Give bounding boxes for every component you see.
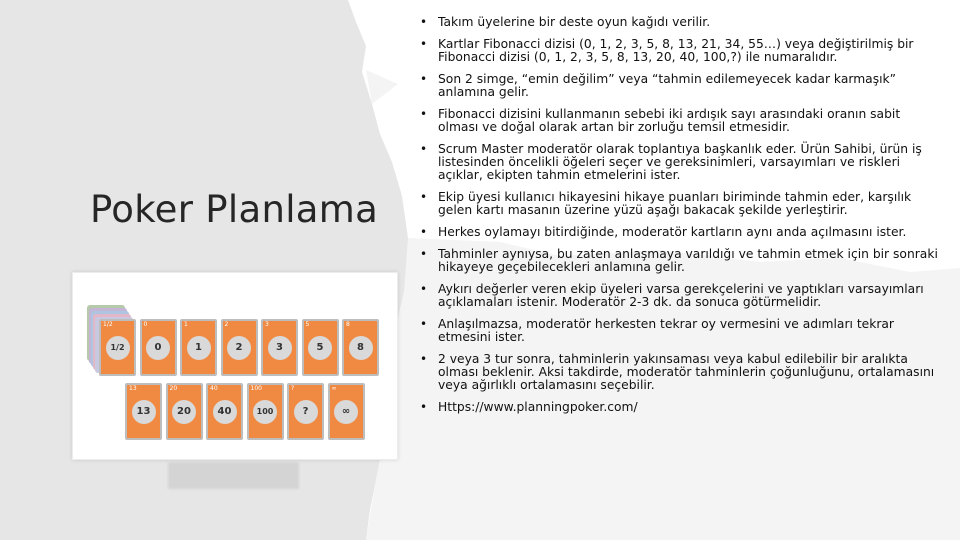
bullet-item [420,401,940,414]
bullet-dot-icon: • [420,190,428,204]
bullet-item [420,353,940,392]
card-value: 1 [187,336,211,360]
bullet-text: Takım üyelerine bir deste oyun kağıdı verilir. [438,15,711,29]
bullet-text: 2 veya 3 tur sonra, tahminlerin yakınsaması veya kabul edilebilir bir aralıkta olması beklenir. Aksi takdirde, moderatör tahminlerin çoğunluğunu, ortalamasını veya ağırlıklı ortalamasını seçebilir. [438,352,935,392]
bullet-text: Ekip üyesi kullanıcı hikayesini hikaye puanları biriminde tahmin eder, karşılık gelen kartı masanın üzerine yüzü aşağı bakacak şekilde yerleştirir. [438,190,912,217]
planning-card [302,319,339,376]
planning-card [221,319,258,376]
card-corner-label: 2 [224,321,229,328]
bullet-item [420,318,940,344]
bullet-dot-icon: • [420,352,428,366]
bullet-list [420,16,940,423]
bullet-text: Https://www.planningpoker.com/ [438,400,638,414]
bullet-dot-icon: • [420,72,428,86]
card-corner-label: 1/2 [103,321,113,328]
bullet-item [420,38,940,64]
card-corner-label: 5 [305,321,310,328]
bullet-dot-icon: • [420,107,428,121]
card-value: 8 [349,336,373,360]
bullet-dot-icon: • [420,142,428,156]
bullet-item [420,16,940,29]
card-corner-label: 1 [184,321,188,328]
planning-card [328,383,365,440]
bullet-text: Kartlar Fibonacci dizisi (0, 1, 2, 3, 5, 8, 13, 21, 34, 55…) veya değiştirilmiş bir Fibonacci dizisi (0, 1, 2, 3, 5, 8, 13, 20, 40, 100,?) ile numaralıdır. [438,37,914,64]
slide-title: Poker Planlama [90,188,379,231]
bullet-text: Son 2 simge, “emin değilim” veya “tahmin edilemeyecek kadar karmaşık” anlamına gelir. [438,72,897,99]
planning-card [342,319,379,376]
bullet-item [420,248,940,274]
planning-card [287,383,324,440]
card-value: 100 [253,400,277,424]
bullet-dot-icon: • [420,400,428,414]
planning-card [140,319,177,376]
planning-card [166,383,203,440]
bullet-item [420,226,940,239]
planning-card [180,319,217,376]
planning-card [206,383,243,440]
card-value: 2 [227,336,251,360]
planning-card [261,319,298,376]
bullet-dot-icon: • [420,317,428,331]
bullet-item [420,73,940,99]
card-corner-label: ? [291,385,295,392]
card-value: 40 [213,400,237,424]
card-value: 0 [146,336,170,360]
card-corner-label: 0 [143,321,148,328]
planning-poker-cards-image [72,272,398,460]
card-corner-label: 100 [250,385,262,392]
card-corner-label: 3 [265,321,269,328]
bullet-item [420,283,940,309]
card-value: 5 [308,336,332,360]
planning-card [99,319,136,376]
card-value: 1/2 [106,336,130,360]
bullet-dot-icon: • [420,282,428,296]
card-value: 20 [172,400,196,424]
planning-card [125,383,162,440]
bullet-text: Anlaşılmazsa, moderatör herkesten tekrar oy vermesini ve adımları tekrar etmesini ister. [438,317,894,344]
bullet-text: Aykırı değerler veren ekip üyeleri varsa gerekçelerini ve yaptıkları varsayımları açıklamaları istenir. Moderatör 2-3 dk. da sonuca götürmelidir. [438,282,924,309]
bullet-dot-icon: • [420,15,428,29]
bullet-dot-icon: • [420,37,428,51]
card-value: ? [294,400,318,424]
bullet-text: Fibonacci dizisini kullanmanın sebebi iki ardışık sayı arasındaki oranın sabit olması ve doğal olarak artan bir zorluğu temsil etmesidir. [438,107,901,134]
bullet-item [420,108,940,134]
card-corner-label: 13 [129,385,137,392]
card-value: 3 [268,336,292,360]
card-corner-label: 8 [346,321,350,328]
image-shadow [168,462,299,489]
card-value: ∞ [334,400,358,424]
card-corner-label: 40 [210,385,218,392]
bullet-text: Tahminler aynıysa, bu zaten anlaşmaya varıldığı ve tahmin etmek için bir sonraki hikayeye geçebilecekleri anlamına gelir. [438,247,938,274]
bullet-text: Scrum Master moderatör olarak toplantıya başkanlık eder. Ürün Sahibi, ürün iş listesinden öncelikli öğeleri seçer ve gereksinimleri, varsayımları ve riskleri açıklar, ekipten tahmin etmelerini ister. [438,142,922,182]
bullet-item [420,191,940,217]
card-value: 13 [132,400,156,424]
bullet-dot-icon: • [420,225,428,239]
card-corner-label: 20 [169,385,178,392]
bullet-text: Herkes oylamayı bitirdiğinde, moderatör kartların aynı anda açılmasını ister. [438,225,907,239]
planning-card [247,383,284,440]
bullet-item [420,143,940,182]
bullet-dot-icon: • [420,247,428,261]
card-corner-label: ∞ [331,385,337,392]
